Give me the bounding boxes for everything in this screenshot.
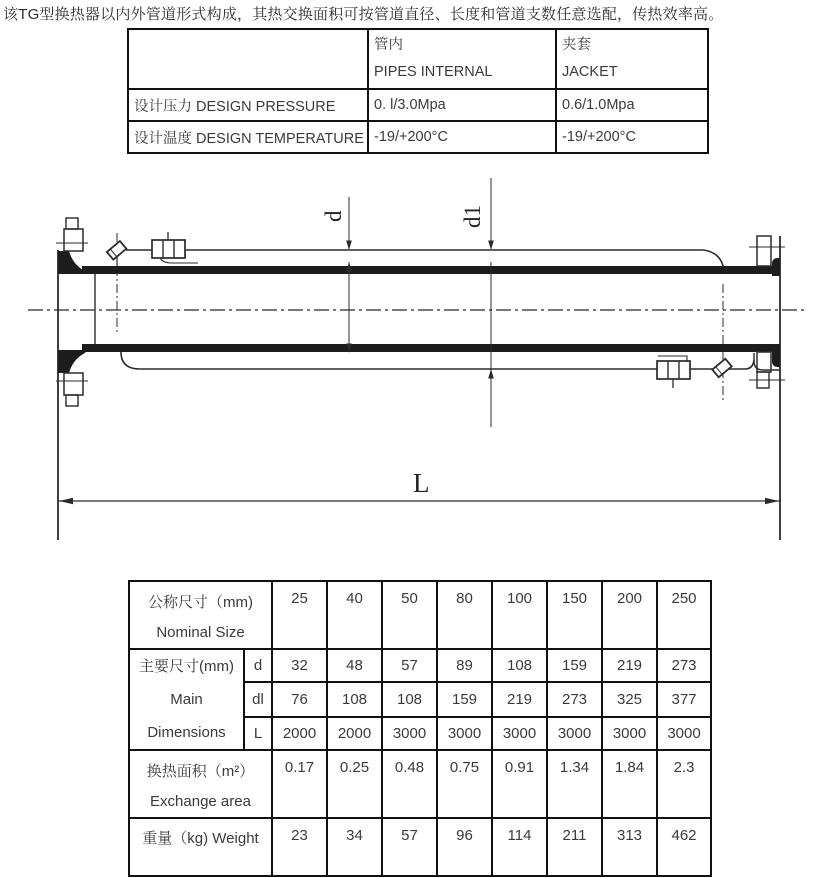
spec-header-jacket-cn: 夹套 [562, 37, 591, 53]
weight-value: 96 [437, 818, 492, 876]
nominal-value: 80 [437, 581, 492, 649]
L-value: 2000 [327, 717, 382, 750]
spec-header-jacket-en: JACKET [562, 64, 618, 80]
design-pressure-jacket-value: 0.6/1.0Mpa [556, 89, 708, 121]
bolt-top-right [757, 236, 771, 266]
coupling-left [152, 240, 185, 258]
dimension-d [346, 197, 352, 353]
weight-value: 114 [492, 818, 547, 876]
weld-plate-left [107, 241, 126, 260]
dl-value: 219 [492, 682, 547, 716]
L-value: 3000 [547, 717, 602, 750]
spec-header-pipes-en: PIPES INTERNAL [374, 64, 493, 80]
weight-value: 313 [602, 818, 657, 876]
dl-value: 108 [382, 682, 437, 716]
exchange-area-label [129, 750, 272, 818]
design-pressure-pipes-value: 0. l/3.0Mpa [368, 89, 556, 121]
weight-value: 211 [547, 818, 602, 876]
jacket-bottom-line [121, 352, 754, 369]
bolt-bottom-left [64, 373, 83, 395]
nominal-value: 250 [657, 581, 711, 649]
spec-header-pipes-internal [368, 29, 556, 89]
bolt-bottom-right [757, 352, 771, 372]
d-value: 48 [327, 649, 382, 682]
nominal-value: 100 [492, 581, 547, 649]
area-value: 0.75 [437, 750, 492, 818]
dl-value: 159 [437, 682, 492, 716]
main-dimensions-label-en1: Main [170, 691, 203, 708]
nominal-value: 25 [272, 581, 327, 649]
dl-value: 377 [657, 682, 711, 716]
L-value: 2000 [272, 717, 327, 750]
bolt-top-left [64, 229, 83, 251]
main-dimensions-label-en2: Dimensions [147, 724, 226, 741]
dl-value: 76 [272, 682, 327, 716]
dimension-table [128, 580, 712, 877]
dimension-L [58, 498, 780, 504]
inner-pipe-top-wall [82, 266, 773, 274]
left-flange [56, 218, 95, 540]
main-dimensions-label [129, 649, 244, 750]
spec-header-jacket [556, 29, 708, 89]
sub-label-dl: dl [244, 682, 272, 716]
area-value: 0.91 [492, 750, 547, 818]
weight-value: 57 [382, 818, 437, 876]
nominal-size-label-cn: 公称尺寸（mm) [148, 594, 253, 611]
d-value: 89 [437, 649, 492, 682]
design-temperature-jacket-value: -19/+200°C [556, 121, 708, 153]
area-value: 0.48 [382, 750, 437, 818]
inner-pipe-bottom-wall [82, 344, 773, 352]
dl-value: 273 [547, 682, 602, 716]
coupling-right [657, 361, 690, 379]
L-value: 3000 [492, 717, 547, 750]
d-value: 273 [657, 649, 711, 682]
d-value: 108 [492, 649, 547, 682]
design-pressure-label: 设计压力 DESIGN PRESSURE [128, 89, 368, 121]
d-value: 57 [382, 649, 437, 682]
d-value: 219 [602, 649, 657, 682]
area-value: 2.3 [657, 750, 711, 818]
dimension-d1 [488, 178, 494, 427]
nominal-value: 40 [327, 581, 382, 649]
jacket-top-line [126, 250, 724, 270]
dl-value: 325 [602, 682, 657, 716]
jacket-right-closure [658, 356, 687, 363]
sub-label-L: L [244, 717, 272, 750]
weld-plate-right [712, 359, 731, 378]
spec-header-pipes-cn: 管内 [374, 37, 403, 53]
nominal-size-label [129, 581, 272, 649]
design-temperature-pipes-value: -19/+200°C [368, 121, 556, 153]
spec-table [127, 28, 709, 154]
L-value: 3000 [437, 717, 492, 750]
nominal-value: 150 [547, 581, 602, 649]
sub-label-d: d [244, 649, 272, 682]
nominal-size-label-en: Nominal Size [156, 624, 245, 641]
design-temperature-label: 设计温度 DESIGN TEMPERATURE [128, 121, 368, 153]
intro-text: 该TG型换热器以内外管道形式构成，其热交换面积可按管道直径、长度和管道支数任意选配，传热效率高。 [3, 6, 724, 23]
L-value: 3000 [657, 717, 711, 750]
dl-value: 108 [327, 682, 382, 716]
d-value: 159 [547, 649, 602, 682]
spec-header-empty [128, 29, 368, 89]
dim-label-d1: d1 [460, 205, 485, 228]
jacket-left-closure [159, 253, 198, 263]
exchange-area-label-en: Exchange area [150, 793, 251, 810]
jacket-nozzle-left [107, 232, 185, 266]
right-flange [749, 236, 785, 540]
nominal-value: 50 [382, 581, 437, 649]
dim-label-L: L [413, 468, 430, 498]
main-dimensions-label-cn: 主要尺寸(mm) [139, 658, 234, 675]
nominal-value: 200 [602, 581, 657, 649]
area-value: 0.25 [327, 750, 382, 818]
weight-label: 重量（kg) Weight [129, 818, 272, 876]
L-value: 3000 [602, 717, 657, 750]
weight-value: 34 [327, 818, 382, 876]
jacket-nozzle-right [657, 359, 732, 388]
area-value: 1.34 [547, 750, 602, 818]
d-value: 32 [272, 649, 327, 682]
weight-value: 462 [657, 818, 711, 876]
exchange-area-label-cn: 换热面积（m²） [146, 763, 255, 780]
area-value: 0.17 [272, 750, 327, 818]
weight-value: 23 [272, 818, 327, 876]
area-value: 1.84 [602, 750, 657, 818]
dim-label-d: d [321, 210, 346, 222]
L-value: 3000 [382, 717, 437, 750]
